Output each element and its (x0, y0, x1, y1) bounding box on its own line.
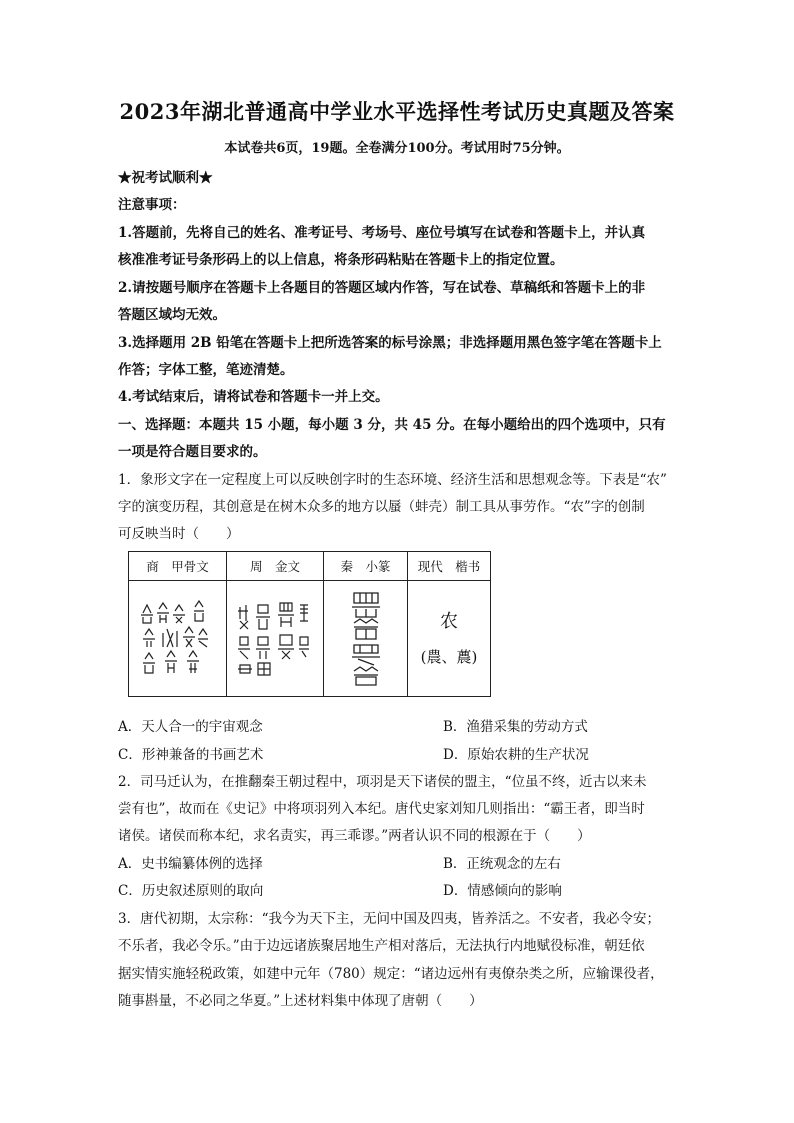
table-header: 商 甲骨文 (129, 552, 227, 581)
notice-line: 答题区域均无效。 (118, 307, 226, 323)
notice-line: 1.答题前，先将自己的姓名、准考证号、考场号、座位号填写在试卷和答题卡上，并认真 (118, 225, 646, 241)
question-1-text: 字的演变历程，其创意是在树木众多的地方以蜃（蚌壳）制工具从事劳作。“农”字的创制 (118, 499, 645, 515)
document-title: 2023年湖北普通高中学业水平选择性考试历史真题及答案 (119, 99, 675, 124)
notice-line: 核准准考证号条形码上的以上信息，将条形码粘贴在答题卡上的指定位置。 (118, 252, 564, 268)
q2-option-a: A．史书编纂体例的选择 (118, 856, 263, 872)
section-heading: 一、选择题：本题共 15 小题，每小题 3 分，共 45 分。在每小题给出的四个选项中，只有 (118, 417, 666, 433)
notice-line: 2.请按题号顺序在答题卡上各题目的答题区域内作答，写在试卷、草稿纸和答题卡上的非 (118, 280, 646, 296)
notice-line: 3.选择题用 2B 铅笔在答题卡上把所选答案的标号涂黑；非选择题用黑色签字笔在答题卡上 (118, 335, 662, 351)
q1-option-d: D．原始农耕的生产状况 (443, 747, 589, 763)
small-seal-glyphs (324, 581, 408, 697)
question-3-text: 随事斟量，不必同之华夏。”上述材料集中体现了唐朝（ ） (118, 993, 483, 1009)
question-2-text: 诸侯。诸侯而称本纪，求名责实，再三乖谬。”两者认识不同的根源在于（ ） (118, 828, 591, 844)
section-heading: 一项是符合题目要求的。 (118, 444, 267, 460)
bronze-inscription-glyphs (227, 581, 324, 697)
bronze-glyph-image (234, 599, 316, 679)
question-3-text: 据实情实施轻税政策，如建中元年（780）规定：“诸边远州有夷僚杂类之所，应输课役者， (118, 966, 664, 982)
question-3-text: 3．唐代初期，太宗称：“我今为天下主，无问中国及四夷，皆养活之。不安者，我必令安； (118, 911, 660, 927)
character-evolution-table (128, 551, 491, 697)
q1-option-a: A．天人合一的宇宙观念 (118, 719, 263, 735)
question-1-text: 可反映当时（ ） (118, 526, 240, 542)
regular-script-cell (408, 581, 491, 697)
notice-line: 4.考试结束后，请将试卷和答题卡一并上交。 (118, 389, 389, 405)
exam-info: 本试卷共6页，19题。全卷满分100分。考试用时75分钟。 (224, 141, 570, 156)
question-3-text: 不乐者，我必令乐。”由于边远诸族聚居地生产相对落后，无法执行内地赋役标准，朝廷依 (118, 938, 645, 954)
q2-option-b: B．正统观念的左右 (443, 856, 561, 872)
blessing-line: ★祝考试顺利★ (118, 170, 213, 186)
oracle-bone-glyph-image (137, 599, 219, 679)
q1-option-b: B．渔猎采集的劳动方式 (443, 719, 588, 735)
notice-heading: 注意事项： (118, 197, 186, 213)
oracle-bone-glyphs (129, 581, 227, 697)
table-header: 现代 楷书 (408, 552, 491, 581)
question-1-text: 1．象形文字在一定程度上可以反映创字时的生态环境、经济生活和思想观念等。下表是“农” (118, 472, 667, 488)
q2-option-c: C．历史叙述原则的取向 (118, 883, 264, 899)
question-2-text: 2．司马迁认为，在推翻秦王朝过程中，项羽是天下诸侯的盟主，“位虽不终，近古以来未 (118, 774, 647, 790)
notice-line: 作答；字体工整，笔迹清楚。 (118, 362, 294, 378)
q1-option-c: C．形神兼备的书画艺术 (118, 747, 264, 763)
table-header: 周 金文 (227, 552, 324, 581)
kaishu-character: 农 (440, 610, 458, 632)
seal-script-glyph-image (346, 589, 386, 689)
kaishu-variants: (農、蕽) (420, 647, 478, 666)
q2-option-d: D．情感倾向的影响 (443, 883, 562, 899)
question-2-text: 尝有也”，故而在《史记》中将项羽列入本纪。唐代史家刘知几则指出：“霸王者，即当时 (118, 801, 645, 817)
table-header: 秦 小篆 (324, 552, 408, 581)
